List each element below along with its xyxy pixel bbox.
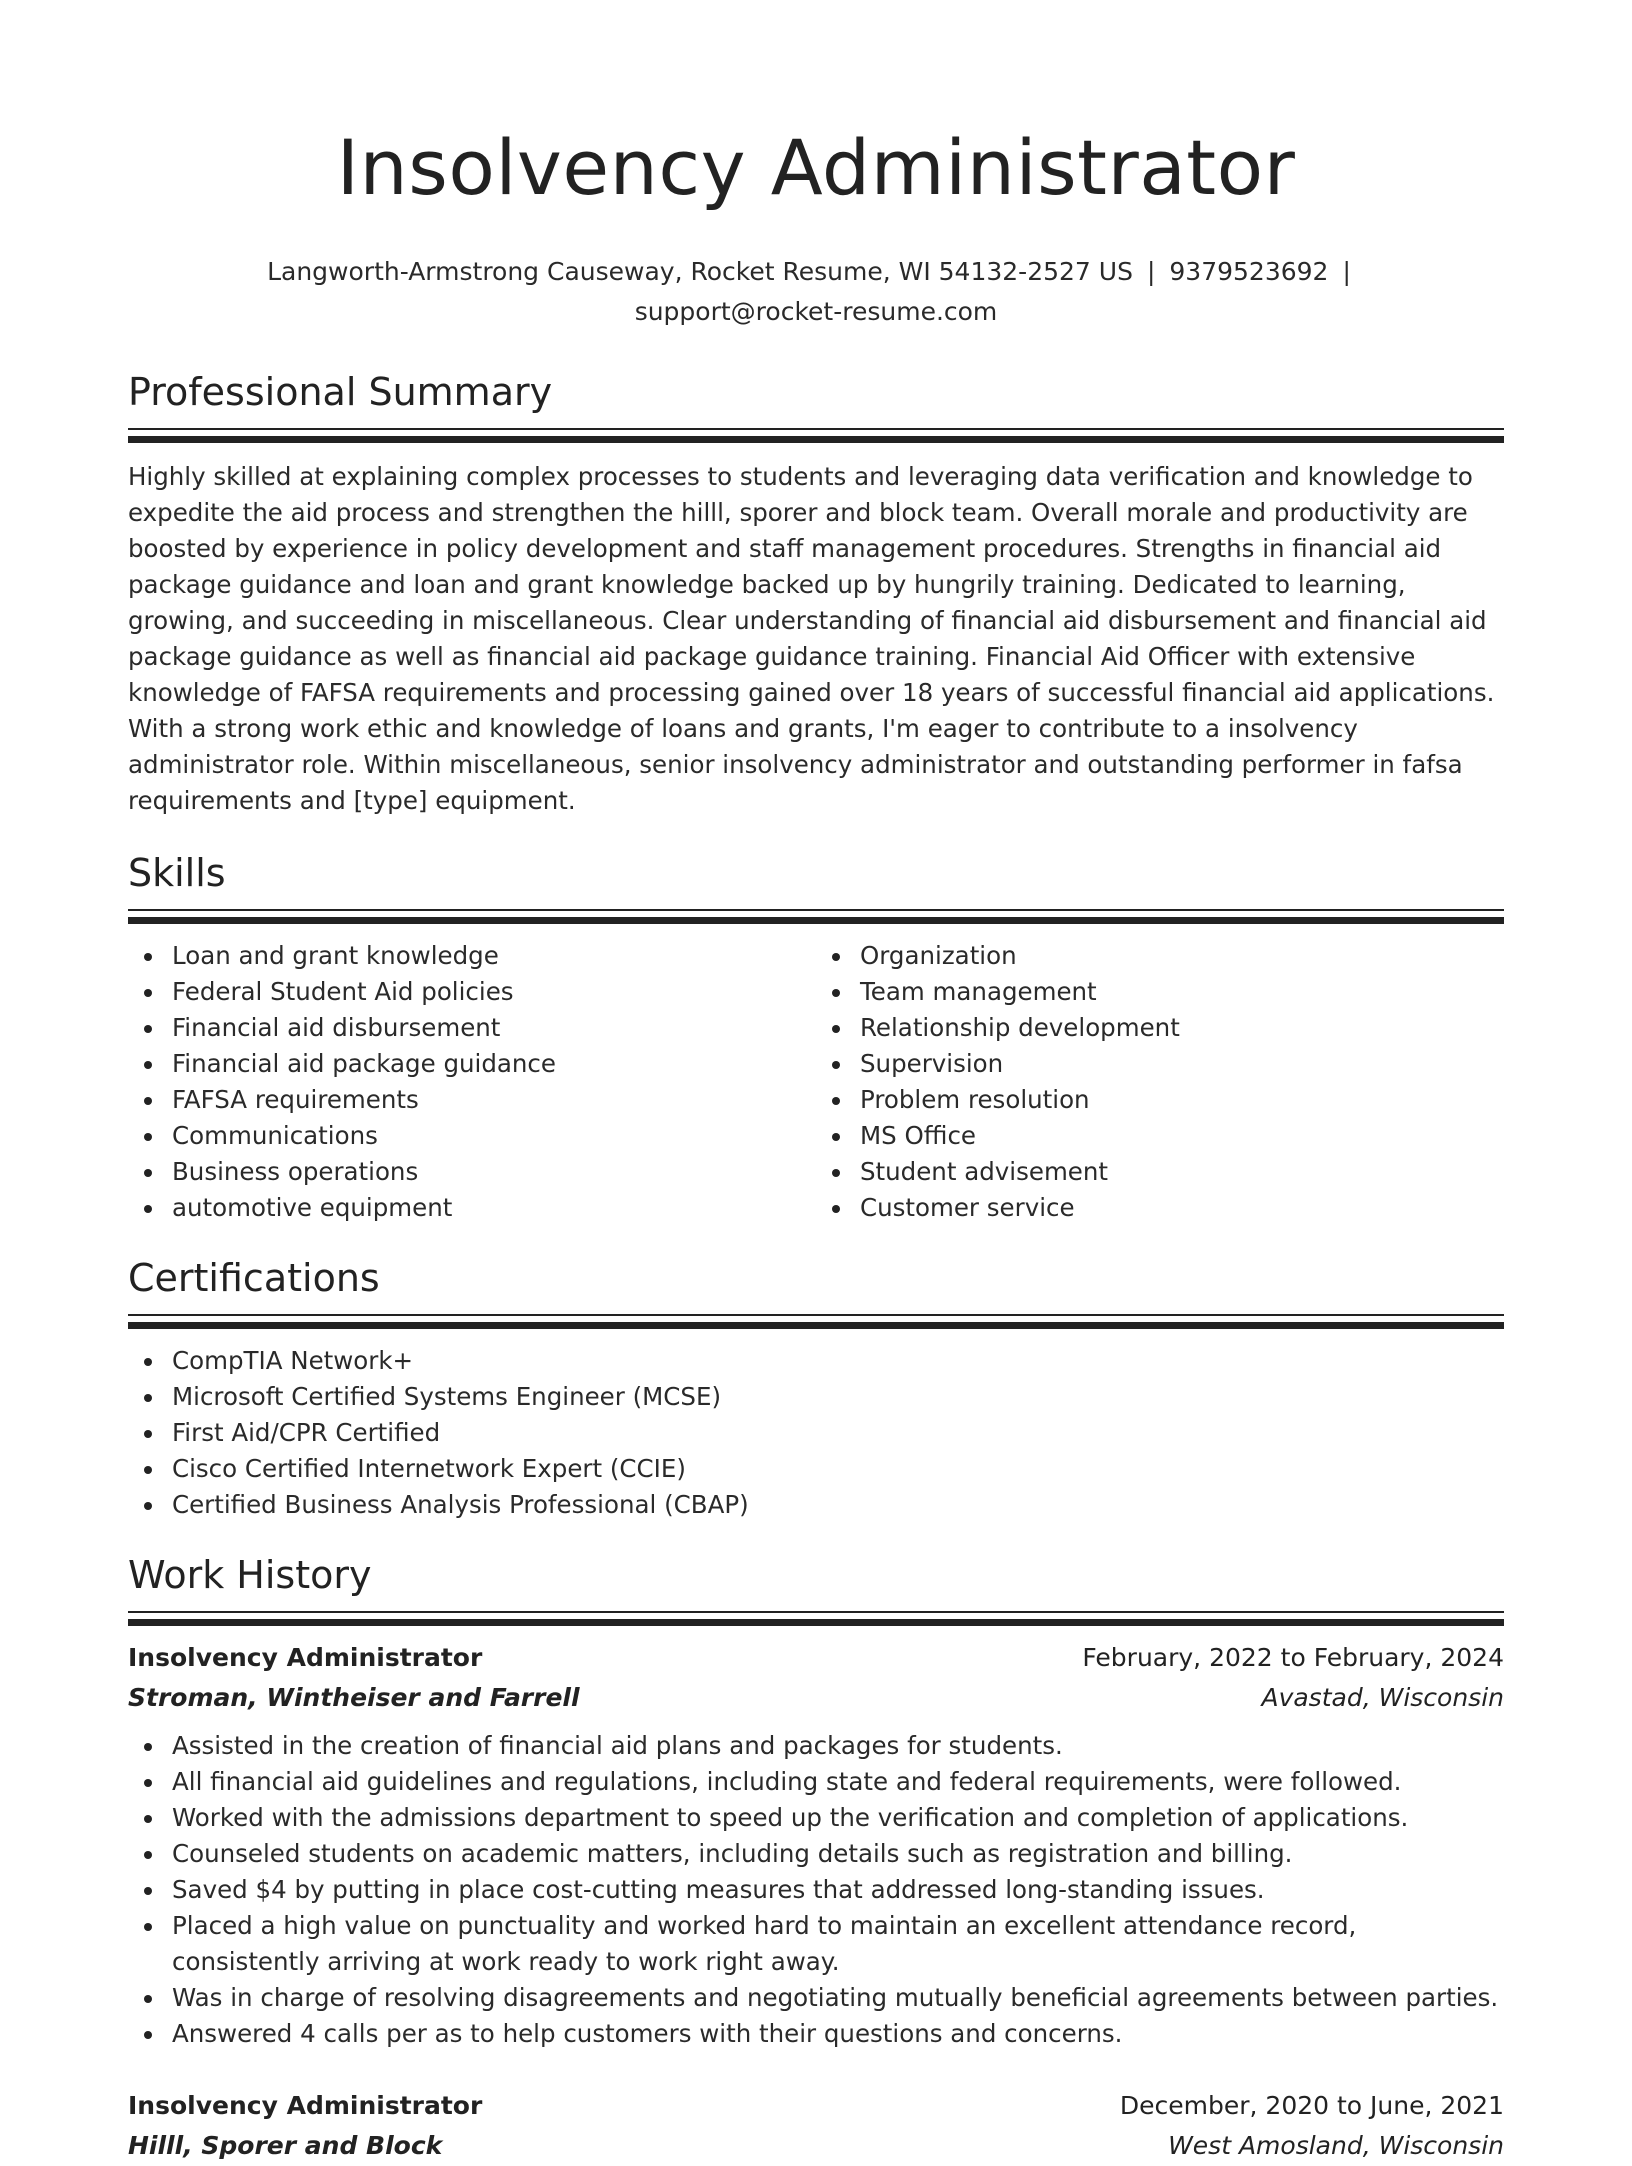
skill-item: MS Office: [816, 1118, 1504, 1154]
job-duty-item: Answered 4 calls per as to help customers with their questions and concerns.: [128, 2016, 1504, 2052]
section-rule-thick: [128, 1619, 1504, 1626]
job-duty-item: All financial aid guidelines and regulations, including state and federal requirements, were followed.: [128, 1764, 1504, 1800]
contact-email[interactable]: support@rocket-resume.com: [634, 297, 998, 326]
skills-grid: [128, 938, 1504, 1226]
job-subheader: [128, 1678, 1504, 1718]
work-history-section: [128, 1551, 1504, 2166]
skill-item: Loan and grant knowledge: [128, 938, 816, 974]
certification-item: First Aid/CPR Certified: [128, 1415, 1504, 1451]
section-rule-thick: [128, 917, 1504, 924]
contact-address: Langworth-Armstrong Causeway, Rocket Resume, WI 54132-2527 US: [267, 257, 1133, 286]
contact-separator: |: [1146, 257, 1156, 286]
skill-item: Financial aid package guidance: [128, 1046, 816, 1082]
certification-item: Cisco Certified Internetwork Expert (CCIE): [128, 1451, 1504, 1487]
section-rule-thick: [128, 436, 1504, 443]
skills-section: [128, 849, 1504, 1226]
job-company: Stroman, Wintheiser and Farrell: [128, 1683, 580, 1712]
certification-item: Microsoft Certified Systems Engineer (MCSE): [128, 1379, 1504, 1415]
job-header: [128, 2086, 1504, 2126]
summary-section: [128, 368, 1504, 819]
skills-column-left: [128, 938, 816, 1226]
contact-line-1: [128, 252, 1504, 292]
job-title: Insolvency Administrator: [128, 2091, 483, 2120]
section-rule: [128, 428, 1504, 430]
section-rule: [128, 1611, 1504, 1613]
job-duty-item: Worked with the admissions department to speed up the verification and completion of applications.: [128, 1800, 1504, 1836]
skills-heading: Skills: [128, 851, 226, 895]
job-company: Hilll, Sporer and Block: [128, 2131, 443, 2160]
certification-item: CompTIA Network+: [128, 1343, 1504, 1379]
job-header: [128, 1638, 1504, 1678]
skill-item: Student advisement: [816, 1154, 1504, 1190]
job-duty-item: Was in charge of resolving disagreements and negotiating mutually beneficial agreements between parties.: [128, 1980, 1504, 2016]
section-rule: [128, 909, 1504, 911]
job-dates: February, 2022 to February, 2024: [1082, 1643, 1504, 1672]
contact-phone: 9379523692: [1169, 257, 1329, 286]
job-duty-item: Saved $4 by putting in place cost-cutting measures that addressed long-standing issues.: [128, 1872, 1504, 1908]
section-rule: [128, 1314, 1504, 1316]
job-entry: [128, 2086, 1504, 2166]
work-history-heading: Work History: [128, 1553, 372, 1597]
skill-item: Supervision: [816, 1046, 1504, 1082]
resume-name: Insolvency Administrator: [336, 123, 1296, 212]
job-duties-list: [128, 1728, 1504, 2052]
skill-item: Federal Student Aid policies: [128, 974, 816, 1010]
skill-item: automotive equipment: [128, 1190, 816, 1226]
skill-item: Team management: [816, 974, 1504, 1010]
job-duty-item: Counseled students on academic matters, including details such as registration and billing.: [128, 1836, 1504, 1872]
skill-item: Problem resolution: [816, 1082, 1504, 1118]
skill-item: Communications: [128, 1118, 816, 1154]
summary-heading: Professional Summary: [128, 370, 553, 414]
contact-separator: |: [1342, 257, 1351, 286]
certifications-list: [128, 1343, 1504, 1523]
skill-item: Relationship development: [816, 1010, 1504, 1046]
job-subheader: [128, 2126, 1504, 2166]
job-location: Avastad, Wisconsin: [1261, 1683, 1504, 1712]
job-location: West Amosland, Wisconsin: [1168, 2131, 1504, 2160]
skill-item: Business operations: [128, 1154, 816, 1190]
section-rule-thick: [128, 1322, 1504, 1329]
certifications-heading: Certifications: [128, 1256, 380, 1300]
skills-column-right: [816, 938, 1504, 1226]
certifications-section: [128, 1254, 1504, 1523]
job-title: Insolvency Administrator: [128, 1643, 483, 1672]
job-entry: [128, 1638, 1504, 2052]
skill-item: Organization: [816, 938, 1504, 974]
job-dates: December, 2020 to June, 2021: [1119, 2091, 1504, 2120]
certification-item: Certified Business Analysis Professional (CBAP): [128, 1487, 1504, 1523]
job-duty-item: Assisted in the creation of financial aid plans and packages for students.: [128, 1728, 1504, 1764]
skill-item: Financial aid disbursement: [128, 1010, 816, 1046]
contact-info: [128, 252, 1504, 332]
skill-item: FAFSA requirements: [128, 1082, 816, 1118]
skill-item: Customer service: [816, 1190, 1504, 1226]
summary-text: Highly skilled at explaining complex processes to students and leveraging data verification and knowledge to expedite the aid process and strengthen the hilll, sporer and block team. Overall morale and productivity are boosted by experience in policy development and staff management procedures. Strengths in financial aid package guidance and loan and grant knowledge backed up by hungrily training. Dedicated to learning, growing, and succeeding in miscellaneous. Clear understanding of financial aid disbursement and financial aid package guidance as well as financial aid package guidance training. Financial Aid Officer with extensive knowledge of FAFSA requirements and processing gained over 18 years of successful financial aid applications. With a strong work ethic and knowledge of loans and grants, I'm eager to contribute to a insolvency administrator role. Within miscellaneous, senior insolvency administrator and outstanding performer in fafsa requirements and [type] equipment.: [128, 462, 1495, 815]
job-duty-item: Placed a high value on punctuality and worked hard to maintain an excellent attendance record, consistently arriving at work ready to work right away.: [128, 1908, 1504, 1980]
contact-line-2: [128, 292, 1504, 332]
